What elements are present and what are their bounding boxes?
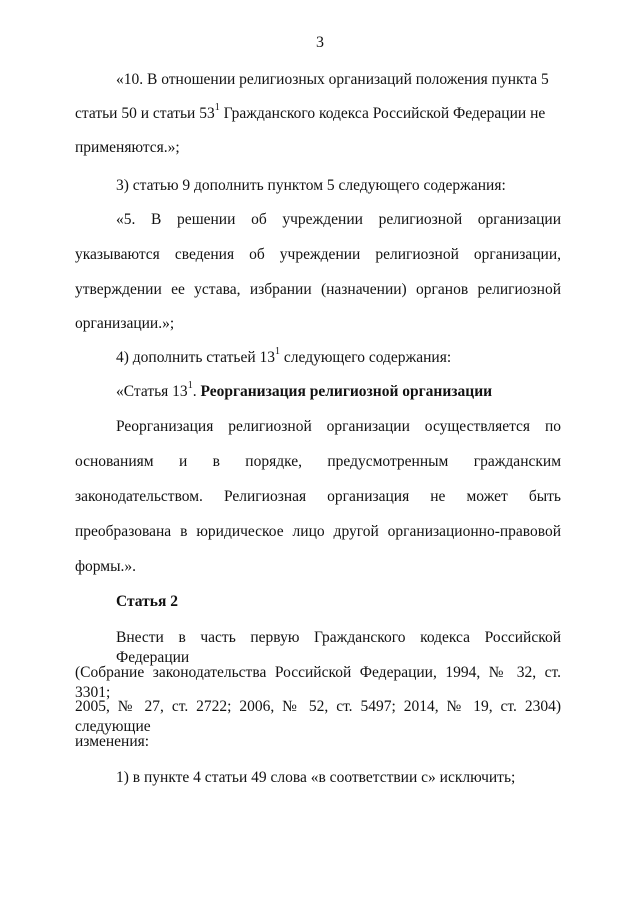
text-fragment: 4) дополнить статьей 13	[116, 349, 276, 366]
text-line: законодательством. Религиозная организация не может быть	[75, 488, 561, 505]
text-line: «10. В отношении религиозных организаций положения пункта 5	[116, 71, 549, 88]
article-heading	[116, 379, 493, 402]
text-line	[116, 345, 452, 368]
text-line: основаниям и в порядке, предусмотренным гражданским	[75, 453, 561, 470]
text-fragment: следующего содержания:	[280, 349, 452, 366]
superscript: 1	[275, 345, 281, 357]
text-line: Внести в часть первую Гражданского кодекса Российской Федерации	[116, 629, 561, 666]
text-line: «5. В решении об учреждении религиозной организации	[116, 211, 561, 228]
article-title: Реорганизация религиозной организации	[200, 383, 493, 400]
text-line: организации.»;	[75, 315, 175, 332]
superscript: 1	[214, 101, 220, 113]
text-fragment: Гражданского кодекса Российской Федерации не	[219, 105, 546, 122]
article-2-heading: Статья 2	[116, 593, 178, 610]
page-number: 3	[316, 34, 324, 51]
text-fragment: статьи 50 и статьи 53	[75, 105, 215, 122]
text-line: утверждении ее устава, избрании (назначении) органов религиозной	[75, 281, 561, 298]
text-line: указываются сведения об учреждении религиозной организации,	[75, 246, 561, 263]
superscript: 1	[187, 379, 193, 391]
text-line: преобразована в юридическое лицо другой организационно-правовой	[75, 523, 561, 540]
text-line: формы.».	[75, 558, 137, 575]
text-line: Реорганизация религиозной организации осуществляется по	[116, 418, 561, 435]
text-line: применяются.»;	[75, 139, 180, 156]
text-line	[75, 101, 546, 124]
text-line: 2005, № 27, ст. 2722; 2006, № 52, ст. 5497; 2014, № 19, ст. 2304) следующие	[75, 698, 561, 735]
text-fragment: «Статья 13	[116, 383, 188, 400]
text-line: 3) статью 9 дополнить пунктом 5 следующего содержания:	[116, 177, 506, 194]
text-fragment: .	[192, 383, 201, 400]
text-line: (Собрание законодательства Российской Федерации, 1994, № 32, ст. 3301;	[75, 664, 561, 701]
text-line: изменения:	[75, 733, 150, 750]
text-line: 1) в пункте 4 статьи 49 слова «в соответствии с» исключить;	[116, 769, 516, 786]
